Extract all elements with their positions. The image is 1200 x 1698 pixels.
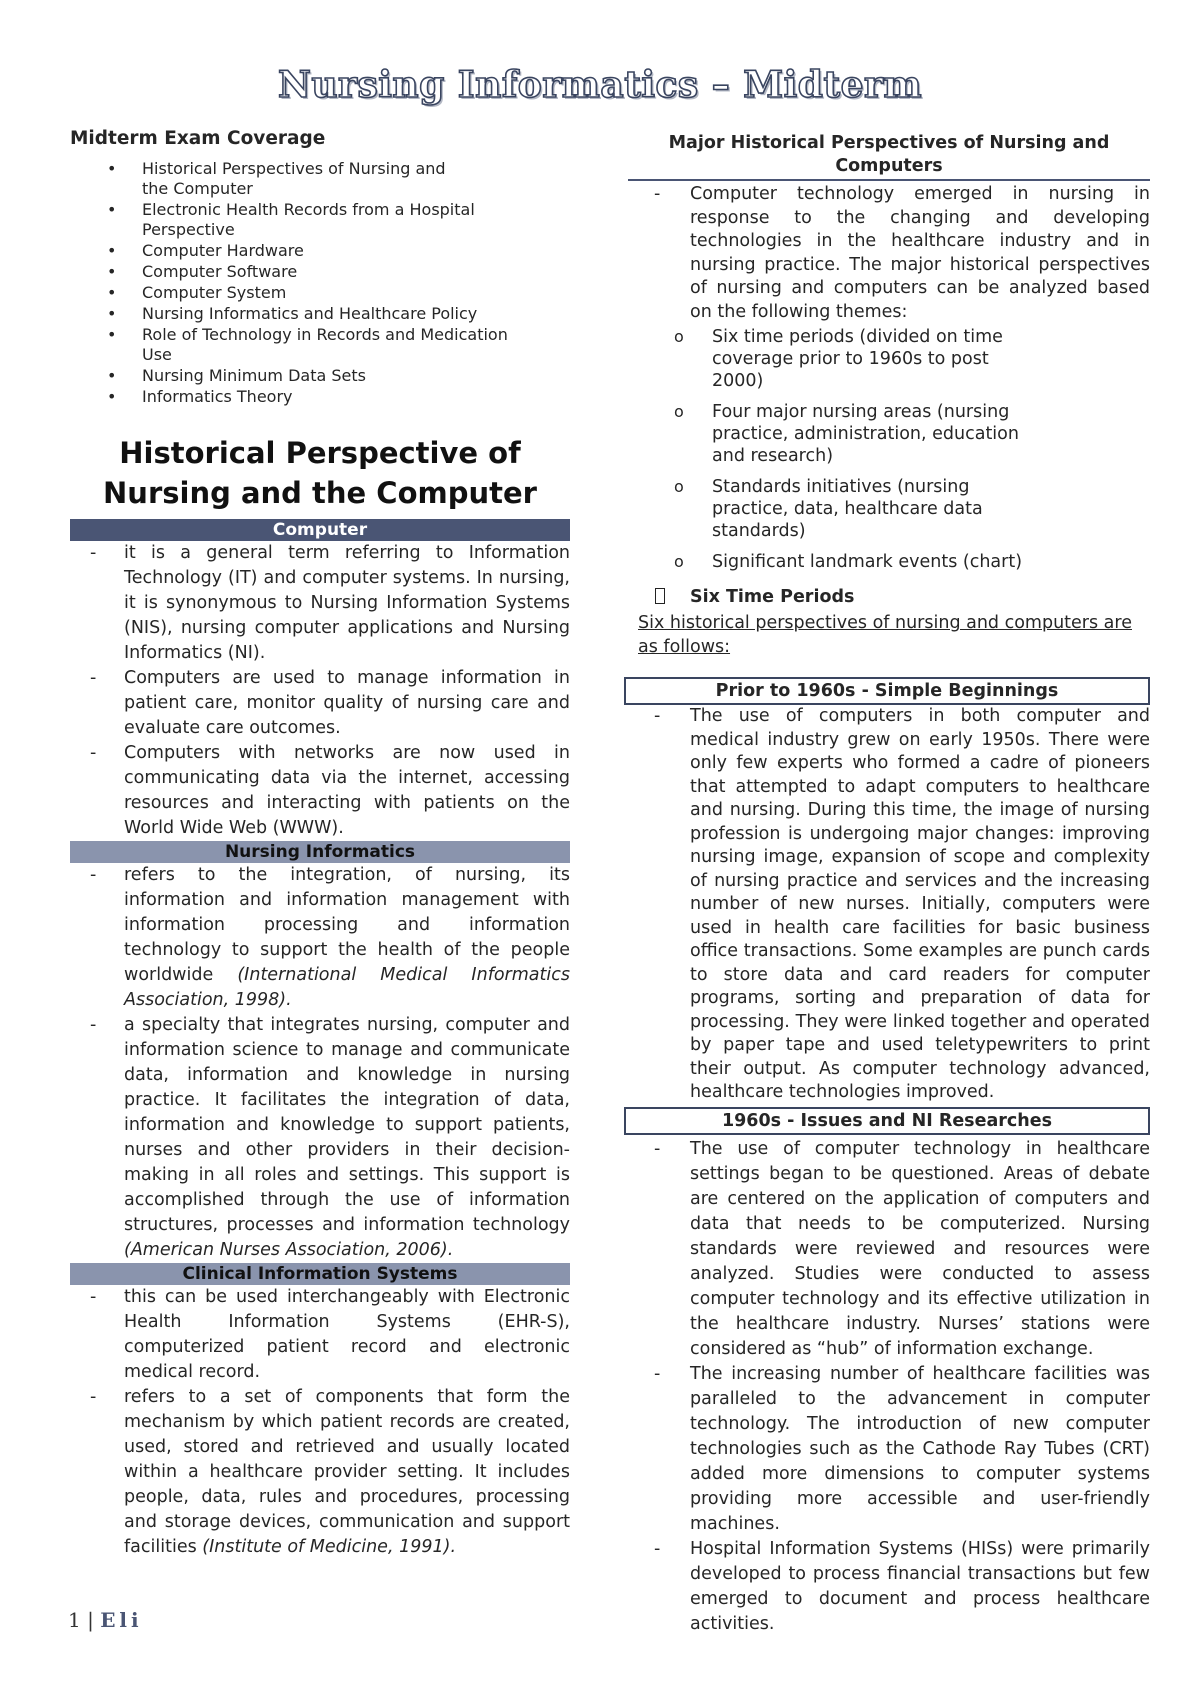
list-item: - Computers are used to manage information in patient care, monitor quality of nursing care and evaluate care outcomes.	[70, 666, 570, 741]
list-item: - Computers with networks are now used in communicating data via the internet, accessing resources and interacting with patients on the World Wide Web (WWW).	[70, 741, 570, 841]
item-text: refers to the integration, of nursing, its information and information management with information processing and information technology to support the health of the people worldwide	[124, 865, 570, 985]
computer-list	[70, 541, 570, 841]
list-item: o Significant landmark events (chart)	[628, 551, 1150, 573]
clinical-systems-bar: Clinical Information Systems	[70, 1263, 570, 1285]
list-item: - Hospital Information Systems (HISs) were primarily developed to process financial transactions but few emerged to document and process healthcare activities.	[628, 1537, 1150, 1637]
item-text: refers to a set of components that form the mechanism by which patient records are created, used, stored and retrieved and usually located within a healthcare provider setting. It includes people, data, rules and procedures, processing and storage devices, communication and support facilities	[124, 1387, 570, 1557]
list-item	[70, 1385, 570, 1560]
list-item: • Role of Technology in Records and Medication Use	[142, 325, 522, 365]
computer-bar: Computer	[70, 519, 570, 541]
list-item: • Nursing Minimum Data Sets	[142, 366, 570, 386]
left-column	[70, 128, 570, 1560]
list-item	[70, 863, 570, 1013]
list-item: • Electronic Health Records from a Hospital Perspective	[142, 200, 482, 240]
six-periods-subheading: Six historical perspectives of nursing and computers are as follows:	[638, 613, 1132, 657]
major-intro-list	[628, 183, 1150, 324]
list-item: o Four major nursing areas (nursing practice, administration, education and research)	[628, 401, 1042, 467]
list-item: • Nursing Informatics and Healthcare Policy	[142, 304, 570, 324]
footer-separator: |	[80, 1608, 101, 1632]
section-heading-line: Historical Perspective of	[119, 436, 521, 470]
list-item: - The increasing number of healthcare facilities was paralleled to the advancement in computer technology. The introduction of new computer technologies such as the Cathode Ray Tubes (CRT) added more dimensions to computer systems providing more accessible and user-friendly machines.	[628, 1362, 1150, 1537]
list-item: o Standards initiatives (nursing practice, data, healthcare data standards)	[628, 476, 1042, 542]
list-item: - The use of computers in both computer and medical industry grew on early 1950s. There were only few experts who formed a cadre of pioneers that attempted to adapt computers to healthcare and nursing. During this time, the image of nursing profession is undergoing major changes: improving nursing image, expansion of scope and complexity of nursing practice and services and the increasing number of new nurses. Initially, computers were used in health care facilities for basic business office transactions. Some examples are punch cards to store data and card readers for computer programs, sorting and preparation of data for processing. They were linked together and operated by paper tape and used teletypewriters to print their output. As computer technology advanced, healthcare technologies improved.	[628, 705, 1150, 1105]
six-periods-heading	[628, 587, 1150, 607]
page-footer	[68, 1608, 143, 1632]
section-heading-line: Nursing and the Computer	[103, 476, 537, 510]
list-item: • Historical Perspectives of Nursing and the Computer	[142, 159, 452, 199]
footer-brand: Eli	[100, 1608, 143, 1632]
list-item: • Informatics Theory	[142, 387, 570, 407]
six-periods-title: Six Time Periods	[690, 587, 855, 607]
list-item: • Computer Hardware	[142, 241, 570, 261]
list-item: o Six time periods (divided on time coverage prior to 1960s to post 2000)	[628, 326, 1012, 392]
list-item	[70, 1013, 570, 1263]
list-item: • Computer System	[142, 283, 570, 303]
nursing-informatics-bar: Nursing Informatics	[70, 841, 570, 863]
prior-1960s-list	[628, 705, 1150, 1105]
list-item: - this can be used interchangeably with Electronic Health Information Systems (EHR-S), computerized patient record and electronic medical record.	[70, 1285, 570, 1385]
list-item: - The use of computer technology in healthcare settings began to be questioned. Areas of debate are centered on the application of computers and data that needs to be computerized. Nursing standards were reviewed and resources were analyzed. Studies were conducted to assess computer technology and its effective utilization in the healthcare industry. Nurses’ stations were considered as “hub” of information exchange.	[628, 1137, 1150, 1362]
clinical-systems-list	[70, 1285, 570, 1560]
section-heading	[70, 433, 570, 513]
major-heading: Major Historical Perspectives of Nursing and Computers	[628, 132, 1150, 181]
item-text: a specialty that integrates nursing, computer and information science to manage and communicate data, information and knowledge in nursing practice. It facilitates the integration of data, information and knowledge to support patients, nurses and other providers in their decision-making in all roles and settings. This support is accomplished through the use of information structures, processes and information technology	[124, 1015, 570, 1235]
1960s-list	[628, 1137, 1150, 1637]
citation: (Institute of Medicine, 1991).	[202, 1537, 457, 1557]
page-title: Nursing Informatics – Midterm	[277, 64, 923, 106]
list-item: • Computer Software	[142, 262, 570, 282]
coverage-list	[70, 159, 570, 407]
list-item: - Computer technology emerged in nursing in response to the changing and developing technologies in the healthcare industry and in nursing practice. The major historical perspectives of nursing and computers can be analyzed based on the following themes:	[628, 183, 1150, 324]
coverage-heading: Midterm Exam Coverage	[70, 128, 326, 149]
page-number: 1	[68, 1608, 81, 1632]
citation: (American Nurses Association, 2006).	[124, 1240, 454, 1260]
list-item: - it is a general term referring to Information Technology (IT) and computer systems. In nursing, it is synonymous to Nursing Information Systems (NIS), nursing computer applications and Nursing Informatics (NI).	[70, 541, 570, 666]
prior-1960s-box: Prior to 1960s - Simple Beginnings	[624, 677, 1150, 705]
right-column	[628, 132, 1150, 1637]
themes-list	[628, 326, 1150, 573]
nursing-informatics-list	[70, 863, 570, 1263]
citation: (International Medical Informatics Association, 1998).	[124, 965, 570, 1010]
checkbox-glyph-icon	[655, 588, 665, 604]
1960s-box: 1960s - Issues and NI Researches	[624, 1107, 1150, 1135]
